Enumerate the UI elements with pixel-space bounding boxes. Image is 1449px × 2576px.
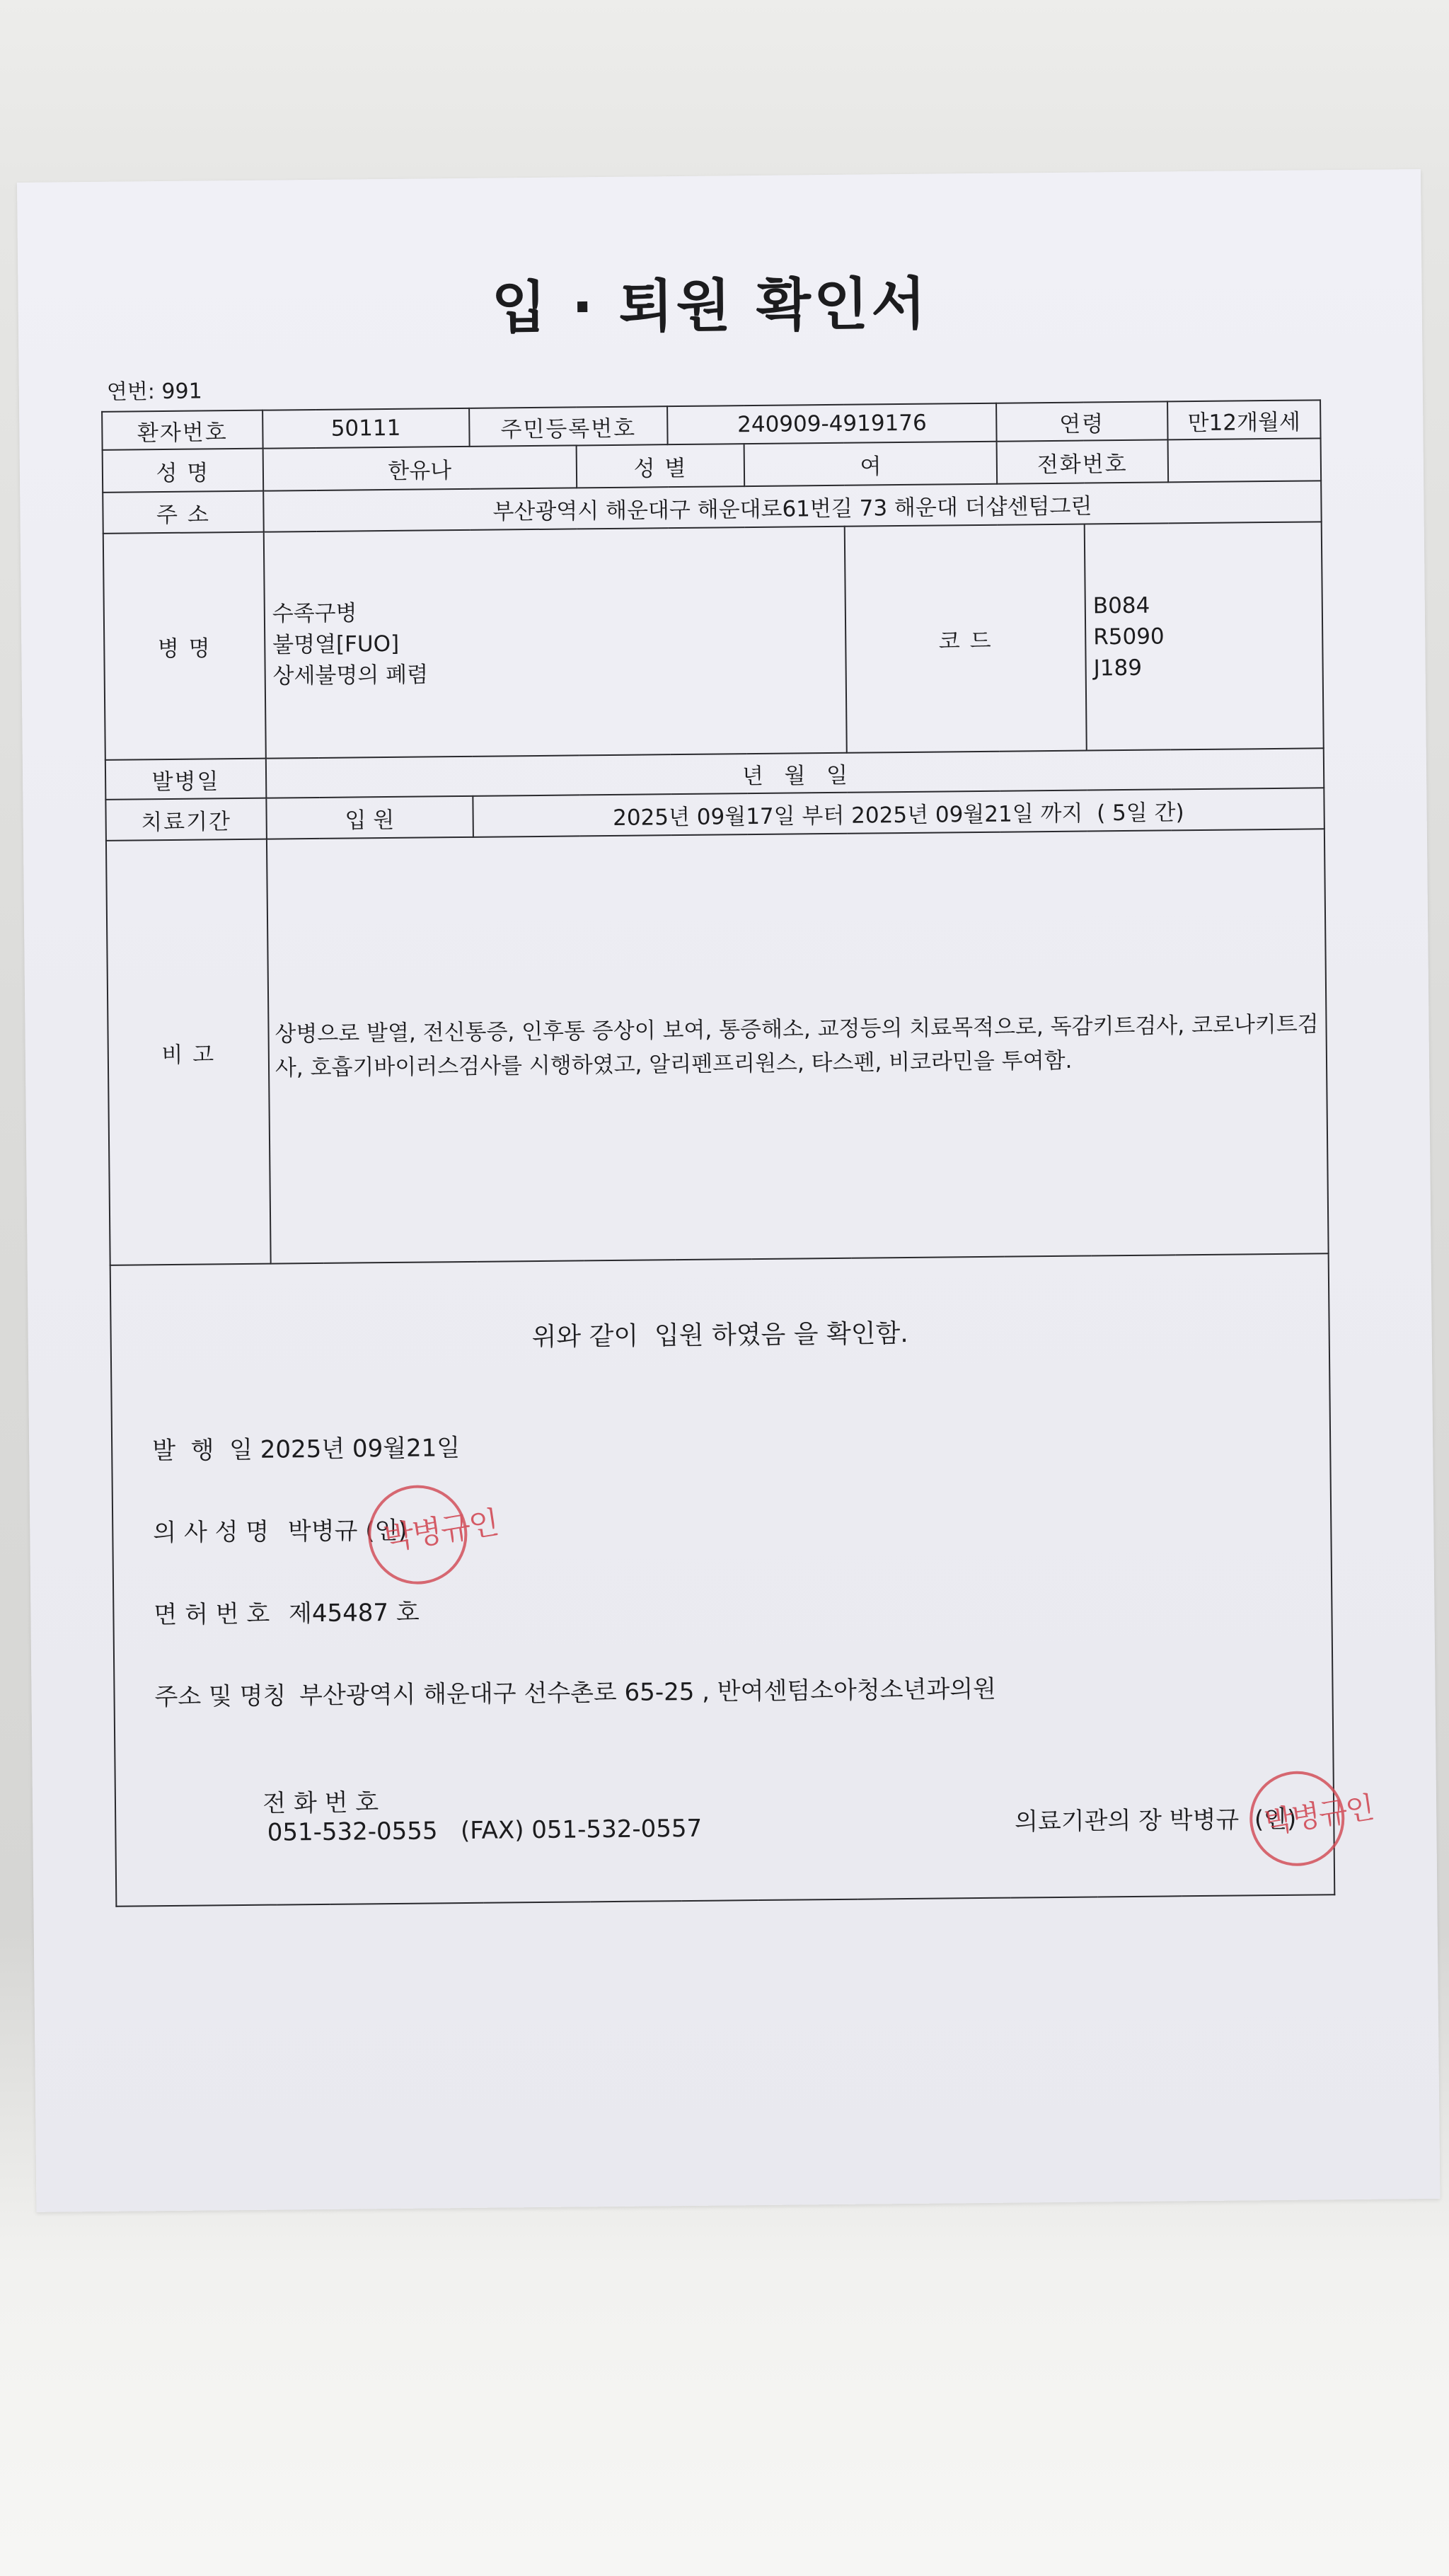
phone-value xyxy=(1167,438,1321,482)
certification-area xyxy=(110,1253,1375,1906)
document-title: 입 · 퇴원 확인서 xyxy=(491,270,929,341)
address-value: 부산광역시 해운대구 해운대로61번길 73 해운대 더샵센텀그린 xyxy=(263,481,1322,531)
treatment-period-value: 2025년 09월17일 부터 2025년 09월21일 까지 ( 5일 간) xyxy=(473,788,1324,837)
label-onset-date: 발병일 xyxy=(105,759,266,800)
label-patient-number: 환자번호 xyxy=(102,410,262,450)
patient-info-table xyxy=(101,399,1375,1907)
code-item: R5090 xyxy=(1093,623,1165,650)
label-disease: 병 명 xyxy=(103,532,266,760)
institution-seal-stamp xyxy=(1243,1765,1375,1873)
confirmation-statement: 위와 같이 입원 하였음 을 확인함. xyxy=(531,1318,908,1352)
remarks-text: 상병으로 발열, 전신통증, 인후통 증상이 보여, 통증해소, 교정등의 치료목적으로, 독감키트검사, 코로나키트검사, 호흡기바이러스검사를 시행하였고, 알리펜프리원스, 타스펜, 비코라민을 투여함. xyxy=(267,829,1329,1263)
license-value: 제45487 호 xyxy=(288,1598,420,1628)
label-code: 코 드 xyxy=(845,524,1087,753)
disease-list xyxy=(264,527,847,759)
document-paper xyxy=(17,169,1440,2212)
clinic-address-row xyxy=(154,1669,996,1712)
doctor-seal-stamp xyxy=(362,1478,500,1591)
age-value: 만12개월세 xyxy=(1167,400,1321,439)
label-sex: 성 별 xyxy=(576,444,744,488)
seal-text: 박병규인 xyxy=(1262,1789,1375,1841)
onset-date-value: 년 월 일 xyxy=(266,748,1324,798)
label-phone: 전화번호 xyxy=(996,439,1168,483)
issue-date-label: 발 행 일 xyxy=(152,1435,253,1466)
disease-item: 수족구병 xyxy=(272,600,357,627)
sex-value: 여 xyxy=(744,442,997,486)
clinic-phone-row xyxy=(155,1752,702,1876)
code-list xyxy=(1085,522,1324,750)
issue-date-row xyxy=(152,1428,460,1466)
label-age: 연령 xyxy=(996,401,1167,441)
patient-number-value: 50111 xyxy=(262,408,469,449)
clinic-address-value: 부산광역시 해운대구 선수촌로 65-25 , 반여센텀소아청소년과의원 xyxy=(299,1674,997,1710)
issue-date-value: 2025년 09월21일 xyxy=(260,1434,461,1464)
clinic-address-label: 주소 및 명칭 xyxy=(154,1681,287,1712)
clinic-phone-value: 051-532-0555 (FAX) 051-532-0557 xyxy=(267,1814,703,1847)
code-item: B084 xyxy=(1092,592,1150,619)
label-remarks: 비 고 xyxy=(106,839,271,1265)
serial-number: 연번: 991 xyxy=(106,379,202,405)
doctor-name-label: 의 사 성 명 xyxy=(153,1517,270,1548)
seal-text: 박병규인 xyxy=(381,1504,500,1558)
label-treatment-period: 치료기간 xyxy=(105,798,266,841)
disease-item: 불명열[FUO] xyxy=(272,631,400,658)
disease-item: 상세불명의 폐렴 xyxy=(272,662,429,689)
form-sheet xyxy=(101,270,1375,1907)
license-row xyxy=(154,1593,420,1631)
label-address: 주 소 xyxy=(103,491,263,534)
resident-number-value: 240909-4919176 xyxy=(667,403,996,444)
code-item: J189 xyxy=(1093,655,1143,682)
clinic-phone-label: 전 화 번 호 xyxy=(262,1788,379,1818)
doctor-name-value: 박병규 (인) xyxy=(287,1516,408,1546)
name-value: 한유나 xyxy=(262,445,576,490)
treatment-type: 입 원 xyxy=(266,796,473,839)
institution-head-signature: 의료기관의 장 박병규 (인) xyxy=(1014,1805,1297,1836)
label-name: 성 명 xyxy=(103,449,263,493)
label-resident-number: 주민등록번호 xyxy=(469,406,668,447)
license-label: 면 허 번 호 xyxy=(154,1599,270,1630)
